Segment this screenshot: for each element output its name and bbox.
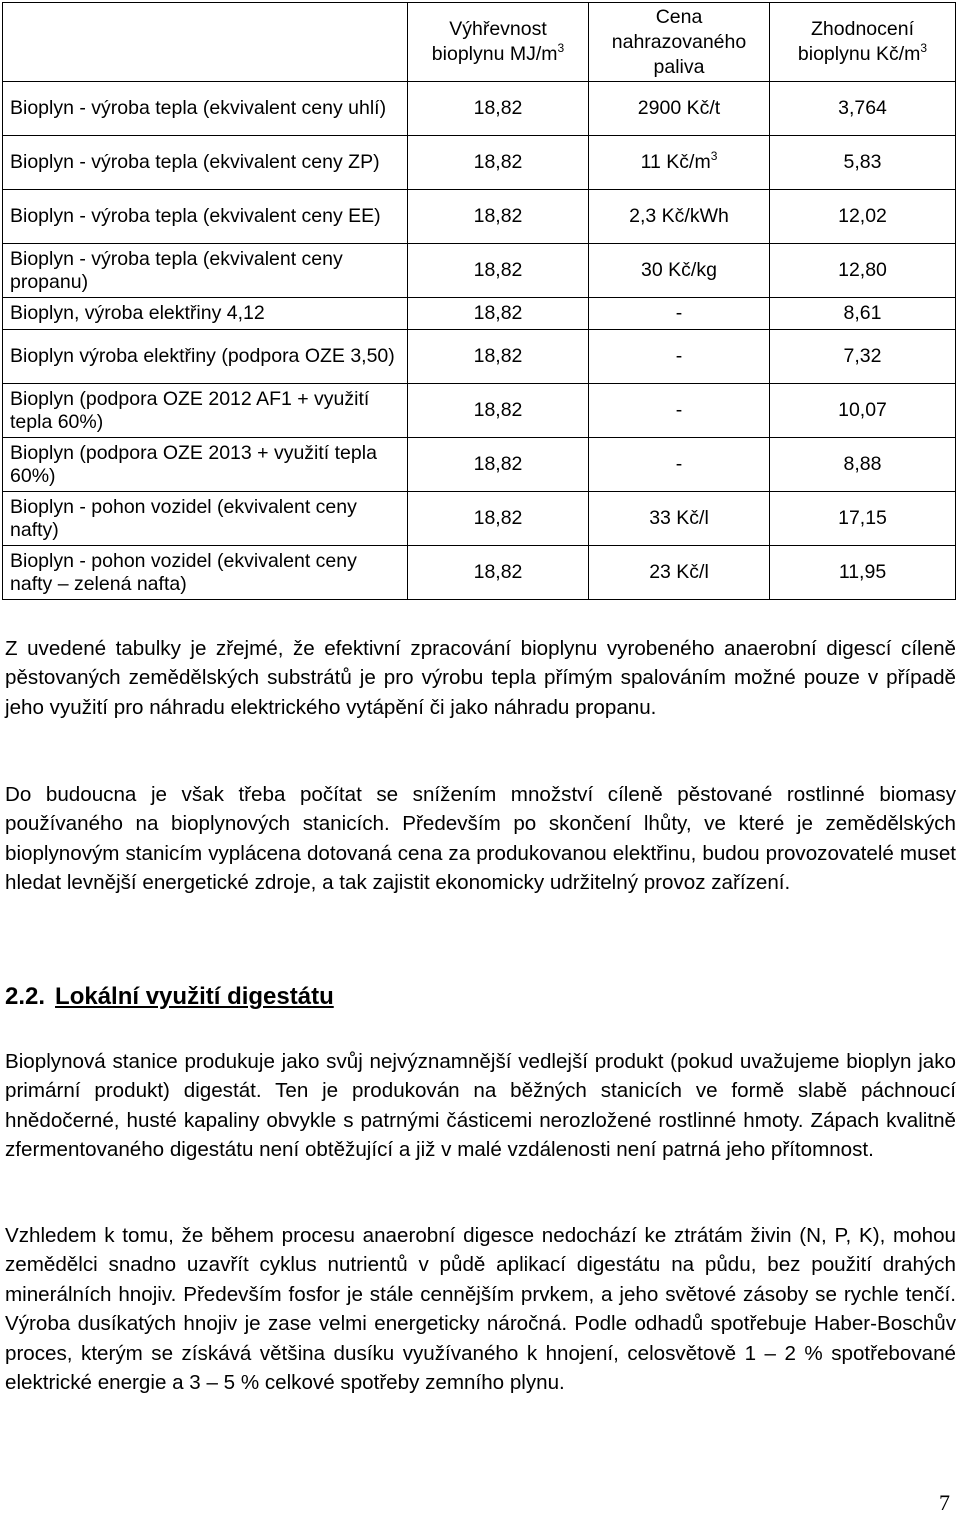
- row-valuation: 12,02: [770, 190, 956, 244]
- row-valuation: 10,07: [770, 384, 956, 438]
- row-fuel-price: 30 Kč/kg: [589, 244, 770, 298]
- row-label: Bioplyn - pohon vozidel (ekvivalent ceny nafty – zelená nafta): [3, 546, 408, 600]
- row-valuation: 17,15: [770, 492, 956, 546]
- row-label: Bioplyn (podpora OZE 2012 AF1 + využití tepla 60%): [3, 384, 408, 438]
- header-empty-cell: [3, 3, 408, 82]
- row-label: Bioplyn - výroba tepla (ekvivalent ceny EE): [3, 190, 408, 244]
- table-row: [3, 384, 956, 438]
- paragraph-table-conclusion: Z uvedené tabulky je zřejmé, že efektivní zpracování bioplynu vyrobeného anaerobní digescí cíleně pěstovaných zemědělských substrátů je pro výrobu tepla přímým spalováním možné pouze v případě jeho využití pro náhradu elektrického vytápění či jako náhradu propanu.: [5, 637, 956, 719]
- row-valuation: 8,88: [770, 438, 956, 492]
- row-fuel-price: 11 $Kč/m^3$: [589, 136, 770, 190]
- row-fuel-price: -: [589, 438, 770, 492]
- row-fuel-price: 23 Kč/l: [589, 546, 770, 600]
- row-valuation: 5,83: [770, 136, 956, 190]
- row-label: Bioplyn - výroba tepla (ekvivalent ceny ZP): [3, 136, 408, 190]
- row-label: Bioplyn - výroba tepla (ekvivalent ceny uhlí): [3, 82, 408, 136]
- paragraph-digestate-description: Bioplynová stanice produkuje jako svůj nejvýznamnější vedlejší produkt (pokud uvažujeme bioplyn jako primární produkt) digestát. Ten je produkován na běžných stanicích ve formě slabě páchnoucí hnědočerné, husté kapaliny obvykle s patrnými částicemi nerozložené rostlinné hmoty. Zápach kvalitně zfermentovaného digestátu není obtěžující a již v malé vzdálenosti není patrná jeho přítomnost.: [5, 1050, 956, 1162]
- table-row: [3, 190, 956, 244]
- row-fuel-price: -: [589, 330, 770, 384]
- row-valuation: 12,80: [770, 244, 956, 298]
- table-row: [3, 330, 956, 384]
- row-label: Bioplyn, výroba elektřiny 4,12: [3, 298, 408, 330]
- row-heat-value: 18,82: [408, 384, 589, 438]
- row-valuation: 8,61: [770, 298, 956, 330]
- table-row: [3, 298, 956, 330]
- row-heat-value: 18,82: [408, 492, 589, 546]
- row-valuation: 11,95: [770, 546, 956, 600]
- header-replaced-fuel-price: Cena nahrazovaného paliva: [589, 3, 770, 82]
- row-fuel-price: 2,3 Kč/kWh: [589, 190, 770, 244]
- page-number: 7: [939, 1490, 950, 1515]
- row-heat-value: 18,82: [408, 136, 589, 190]
- row-fuel-price: 33 Kč/l: [589, 492, 770, 546]
- row-valuation: 7,32: [770, 330, 956, 384]
- row-label: Bioplyn (podpora OZE 2013 + využití tepla 60%): [3, 438, 408, 492]
- section-number: 2.2.: [5, 983, 46, 1010]
- section-title: Lokální využití digestátu: [55, 983, 334, 1010]
- row-fuel-price: -: [589, 384, 770, 438]
- row-fuel-price: -: [589, 298, 770, 330]
- table-header-row: [3, 3, 956, 82]
- header-heat-value: Výhřevnost bioplynu $MJ/m^3$: [408, 3, 589, 82]
- row-fuel-price: 2900 Kč/t: [589, 82, 770, 136]
- biogas-valuation-table: [2, 2, 956, 600]
- table-row: [3, 438, 956, 492]
- row-heat-value: 18,82: [408, 298, 589, 330]
- table-row: [3, 244, 956, 298]
- paragraph-nutrient-cycle: Vzhledem k tomu, že během procesu anaerobní digesce nedochází ke ztrátám živin (N, P, K), mohou zemědělci snadno uzavřít cyklus nutrientů v půdě aplikací digestátu na půdu, bez použití drahých minerálních hnojiv. Především fosfor je stále cennějším prvkem, a jeho světové zásoby se rychle tenčí. Výroba dusíkatých hnojiv je zase velmi energeticky náročná. Podle odhadů spotřebuje Haber-Boschův proces, kterým se získává většina dusíku využívaného k hnojení, celosvětově 1 – 2 % spotřebované elektrické energie a 3 – 5 % celkové spotřeby zemního plynu.: [5, 1224, 956, 1395]
- section-heading: [5, 981, 334, 1013]
- table-row: [3, 492, 956, 546]
- table-row: [3, 136, 956, 190]
- header-biogas-valuation: Zhodnocení bioplynu $Kč/m^3$: [770, 3, 956, 82]
- row-heat-value: 18,82: [408, 546, 589, 600]
- paragraph-future-biomass: Do budoucna je však třeba počítat se snížením množství cíleně pěstované rostlinné biomasy používaného na bioplynových stanicích. Především po skončení lhůty, ve které je zemědělských bioplynovým stanicím vyplácena dotovaná cena za produkovanou elektřinu, budou provozovatelé muset hledat levnější energetické zdroje, a tak zajistit ekonomicky udržitelný provoz zařízení.: [5, 783, 956, 895]
- row-heat-value: 18,82: [408, 330, 589, 384]
- row-valuation: 3,764: [770, 82, 956, 136]
- row-label: Bioplyn - pohon vozidel (ekvivalent ceny nafty): [3, 492, 408, 546]
- row-heat-value: 18,82: [408, 244, 589, 298]
- table-row: [3, 546, 956, 600]
- row-heat-value: 18,82: [408, 190, 589, 244]
- row-label: Bioplyn výroba elektřiny (podpora OZE 3,50): [3, 330, 408, 384]
- row-heat-value: 18,82: [408, 438, 589, 492]
- table-row: [3, 82, 956, 136]
- row-heat-value: 18,82: [408, 82, 589, 136]
- row-label: Bioplyn - výroba tepla (ekvivalent ceny propanu): [3, 244, 408, 298]
